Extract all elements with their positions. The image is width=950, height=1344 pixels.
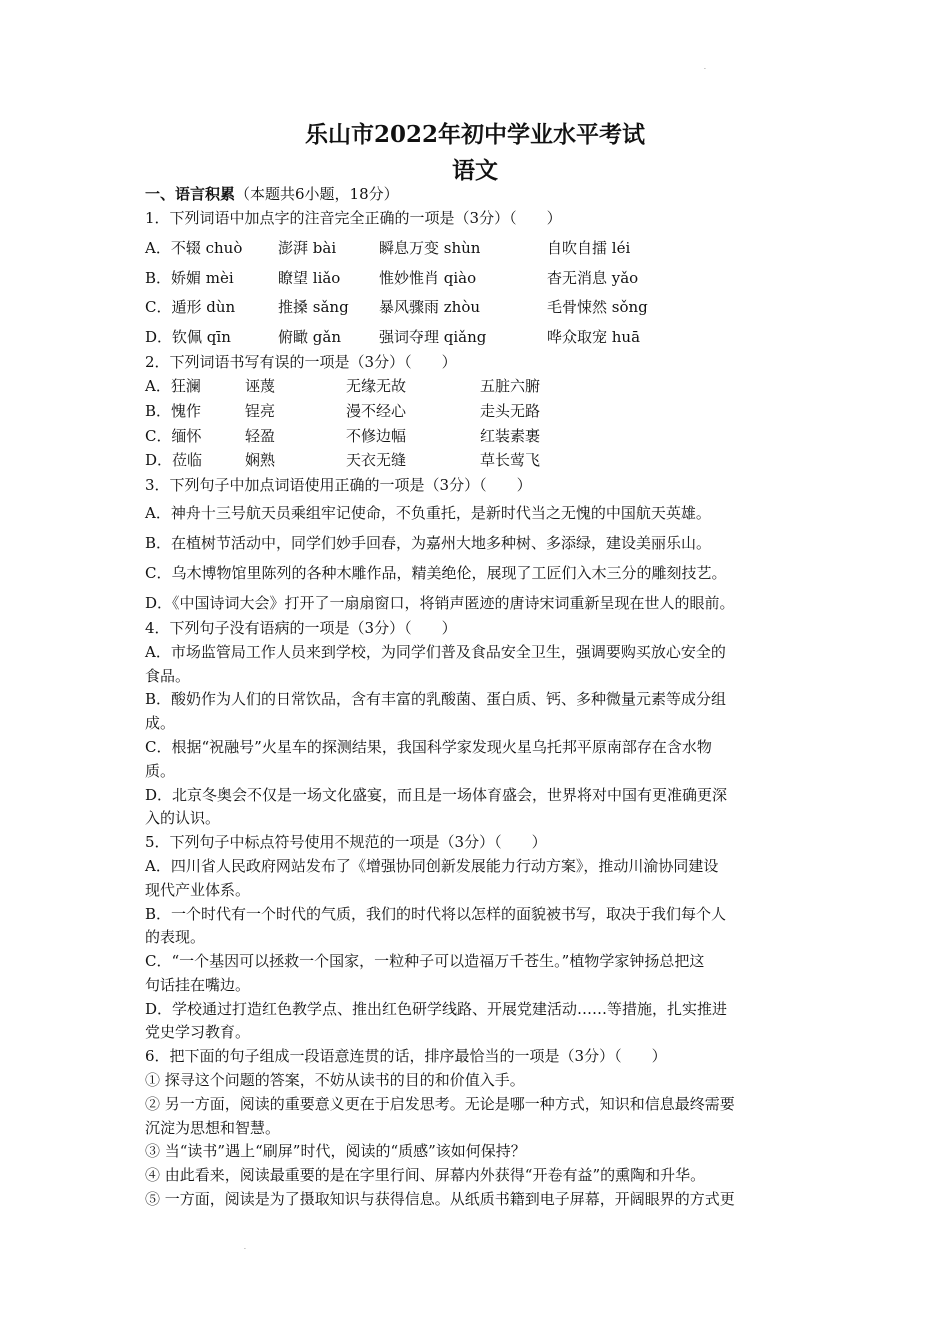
text-line: B．酸奶作为人们的日常饮品，含有丰富的乳酸菌、蛋白质、钙、多种微量元素等成分组 [145,690,727,708]
option-a: A．神舟十三号航天员乘组牢记使命，不负重托，是新时代当之无愧的中国航天英雄。 [145,504,711,522]
option-cell: 惟妙惟肖 qiào [379,269,477,287]
exam-title: 乐山市2022年初中学业水平考试 [304,121,645,148]
text-line: ② 另一方面，阅读的重要意义更在于启发思考。无论是哪一种方式，知识和信息最终需要 [145,1095,735,1113]
option-cell: 红装素裹 [480,427,541,445]
option-cell: 天衣无缝 [346,451,407,469]
option-cell: 瞭望 liǎo [278,269,341,287]
text-line: C．“一个基因可以拯救一个国家，一粒种子可以造福万千苍生。”植物学家钟扬总把这 [145,952,705,970]
option-cell: C．缅怀 [145,427,202,445]
option-cell: B．娇媚 mèi [145,269,234,287]
question-3-stem: 3．下列句子中加点词语使用正确的一项是（3分）（ ） [145,476,532,494]
option-cell: 轻盈 [245,427,276,445]
question-1-stem: 1．下列词语中加点字的注音完全正确的一项是（3分）（ ） [145,209,562,227]
option-cell: 暴风骤雨 zhòu [379,298,481,316]
text-line: 党史学习教育。 [145,1023,251,1041]
option-cell: A．狂澜 [145,377,201,395]
text-line: 入的认识。 [145,809,221,827]
option-cell: 锃亮 [245,402,276,420]
option-cell: C．遁形 dùn [145,298,236,316]
option-cell: B．愧作 [145,402,202,420]
option-cell: 草长莺飞 [480,451,541,469]
question-4-stem: 4．下列句子没有语病的一项是（3分）（ ） [145,619,457,637]
text-line: C．根据“祝融号”火星车的探测结果，我国科学家发现火星乌托邦平原南部存在含水物 [145,738,712,756]
option-d: D．《中国诗词大会》打开了一扇扇窗口，将销声匿迹的唐诗宋词重新呈现在世人的眼前。 [145,594,735,612]
option-cell: 娴熟 [245,451,276,469]
question-2-stem: 2．下列词语书写有误的一项是（3分）（ ） [145,353,457,371]
option-cell: 哗众取宠 huā [547,328,641,346]
section-heading: 一、语言积累（本题共6小题，18分） [145,185,399,203]
option-c: C．乌木博物馆里陈列的各种木雕作品，精美绝伦，展现了工匠们入木三分的雕刻技艺。 [145,564,727,582]
option-cell: D．莅临 [145,451,203,469]
text-line: ① 探寻这个问题的答案，不妨从读书的目的和价值入手。 [145,1071,525,1089]
text-line: 句话挂在嘴边。 [145,976,251,994]
text-line: ④ 由此看来，阅读最重要的是在字里行间、屏幕内外获得“开卷有益”的熏陶和升华。 [145,1166,706,1184]
text-line: 现代产业体系。 [145,881,251,899]
option-cell: 自吹自擂 léi [547,239,631,257]
text-line: B．一个时代有一个时代的气质，我们的时代将以怎样的面貌被书写，取决于我们每个人 [145,905,727,923]
text-line: ⑤ 一方面，阅读是为了摄取知识与获得信息。从纸质书籍到电子屏幕，开阔眼界的方式更 [145,1190,735,1208]
text-line: 食品。 [145,667,191,685]
option-cell: 杳无消息 yǎo [547,269,639,287]
scan-mark: · [704,66,706,73]
option-cell: 无缘无故 [346,377,407,395]
option-cell: A．不辍 chuò [145,239,243,257]
option-cell: 走头无路 [480,402,541,420]
option-cell: D．钦佩 qīn [145,328,231,346]
text-line: D．学校通过打造红色教学点、推出红色研学线路、开展党建活动……等措施，扎实推进 [145,1000,728,1018]
option-cell: 澎湃 bài [278,239,337,257]
text-line: ③ 当“读书”遇上“刷屏”时代，阅读的“质感”该如何保持？ [145,1142,526,1160]
text-line: A．市场监管局工作人员来到学校，为同学们普及食品安全卫生，强调要购买放心安全的 [145,643,726,661]
question-6-stem: 6．把下面的句子组成一段语意连贯的话，排序最恰当的一项是（3分）（ ） [145,1047,667,1065]
option-cell: 五脏六腑 [480,377,541,395]
scan-mark: · [244,1246,246,1253]
option-cell: 毛骨悚然 sǒng [547,298,648,316]
option-cell: 俯瞰 gǎn [278,328,341,346]
subject-title: 语文 [452,157,498,184]
text-line: A．四川省人民政府网站发布了《增强协同创新发展能力行动方案》，推动川渝协同建设 [145,857,719,875]
question-5-stem: 5．下列句子中标点符号使用不规范的一项是（3分）（ ） [145,833,547,851]
option-cell: 瞬息万变 shùn [379,239,481,257]
option-cell: 诬蔑 [245,377,276,395]
text-line: 沉淀为思想和智慧。 [145,1119,281,1137]
option-cell: 强词夺理 qiǎng [379,328,487,346]
option-cell: 漫不经心 [346,402,407,420]
text-line: 质。 [145,762,176,780]
option-b: B．在植树节活动中，同学们妙手回春，为嘉州大地多种树、多添绿，建设美丽乐山。 [145,534,712,552]
text-line: 成。 [145,714,176,732]
option-cell: 推搡 sǎng [278,298,349,316]
text-line: 的表现。 [145,928,206,946]
text-line: D．北京冬奥会不仅是一场文化盛宴，而且是一场体育盛会，世界将对中国有更准确更深 [145,786,728,804]
option-cell: 不修边幅 [346,427,407,445]
